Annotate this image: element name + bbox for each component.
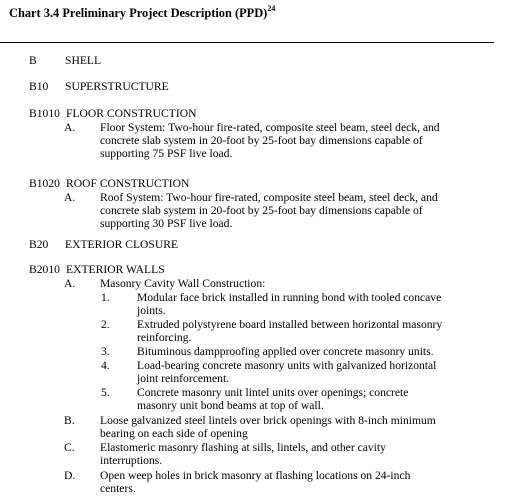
item-text-line: Bituminous dampproofing applied over concrete masonry units. xyxy=(137,345,434,358)
item-letter: A. xyxy=(64,121,76,134)
footnote-marker: 24 xyxy=(267,4,276,13)
item-text-line: Extruded polystyrene board installed between horizontal masonry xyxy=(137,318,443,331)
subitem-number: 5. xyxy=(101,386,110,399)
section-code: B1020 xyxy=(29,177,60,190)
item-text-line: Loose galvanized steel lintels over brick openings with 8-inch minimum xyxy=(100,414,436,427)
item-letter: D. xyxy=(64,469,76,482)
section-code: B xyxy=(29,54,37,67)
item-text-line: centers. xyxy=(100,482,136,495)
item-text-line: supporting 75 PSF live load. xyxy=(100,147,233,160)
section-label: FLOOR CONSTRUCTION xyxy=(66,107,197,120)
item-letter: B. xyxy=(64,414,75,427)
item-text-line: reinforcing. xyxy=(137,331,192,344)
section-label: EXTERIOR CLOSURE xyxy=(65,238,179,251)
section-code: B2010 xyxy=(29,263,60,276)
item-text-line: concrete slab system in 20-foot by 25-foot bay dimensions capable of xyxy=(100,204,423,217)
subitem-number: 1. xyxy=(101,291,110,304)
section-label: ROOF CONSTRUCTION xyxy=(66,177,190,190)
section-label: EXTERIOR WALLS xyxy=(66,263,165,276)
item-text-line: Load-bearing concrete masonry units with galvanized horizontal xyxy=(137,359,437,372)
item-letter: A. xyxy=(64,277,76,290)
item-text-line: Floor System: Two-hour fire-rated, composite steel beam, steel deck, and xyxy=(100,121,440,134)
item-text-line: Open weep holes in brick masonry at flashing locations on 24-inch xyxy=(100,469,411,482)
chart-title xyxy=(9,6,275,21)
item-text-line: Concrete masonry unit lintel units over openings; concrete xyxy=(137,386,409,399)
item-letter: A. xyxy=(64,191,76,204)
section-code: B1010 xyxy=(29,107,60,120)
section-code: B10 xyxy=(29,80,49,93)
title-divider xyxy=(0,42,494,43)
subitem-number: 2. xyxy=(101,318,110,331)
subitem-number: 4. xyxy=(101,359,110,372)
section-label: SUPERSTRUCTURE xyxy=(65,80,169,93)
item-text-line: concrete slab system in 20-foot by 25-foot bay dimensions capable of xyxy=(100,134,423,147)
item-text-line: Elastomeric masonry flashing at sills, lintels, and other cavity xyxy=(100,441,386,454)
chart-title-text: Chart 3.4 Preliminary Project Description (PPD) xyxy=(9,6,268,20)
item-text-line: masonry unit bond beams at top of wall. xyxy=(137,399,324,412)
item-letter: C. xyxy=(64,441,75,454)
item-text-line: Modular face brick installed in running bond with tooled concave xyxy=(137,291,442,304)
item-text-line: interruptions. xyxy=(100,454,163,467)
subitem-number: 3. xyxy=(101,345,110,358)
item-text-line: joint reinforcement. xyxy=(137,372,230,385)
section-label: SHELL xyxy=(65,54,102,67)
item-text-line: Masonry Cavity Wall Construction: xyxy=(100,277,266,290)
item-text-line: Roof System: Two-hour fire-rated, composite steel beam, steel deck, and xyxy=(100,191,438,204)
item-text-line: joints. xyxy=(137,304,166,317)
section-code: B20 xyxy=(29,238,49,251)
item-text-line: supporting 30 PSF live load. xyxy=(100,217,233,230)
item-text-line: bearing on each side of opening xyxy=(100,427,248,440)
